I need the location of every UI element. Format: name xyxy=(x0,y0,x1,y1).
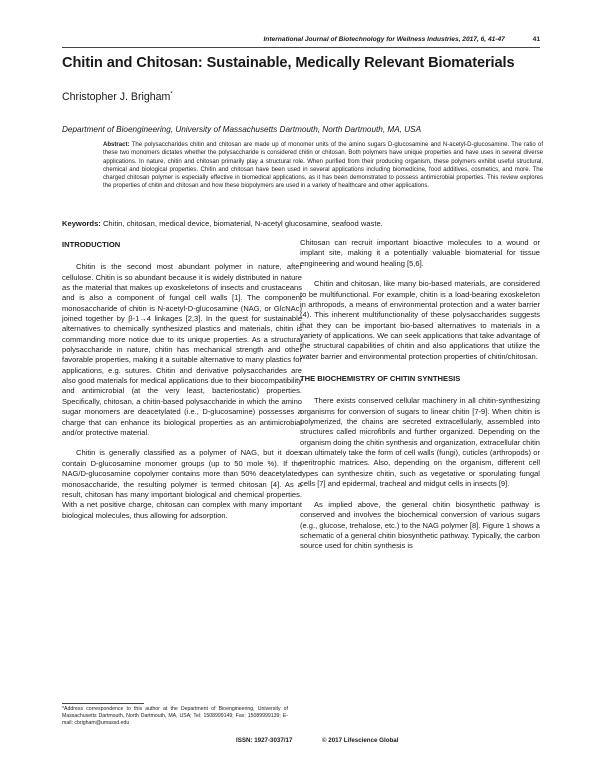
abstract xyxy=(103,141,543,191)
correspondence-footnote: *Address correspondence to this author at the Department of Bioengineering, University of Massachusetts Dartmouth, North Dartmouth, MA, USA; Tel: 1508999149; Fax: 15089999139; E-mail: cbrigham@umassd.edu xyxy=(62,706,288,726)
footnote-rule xyxy=(62,703,144,704)
intro-paragraph-3: Chitin and chitosan, like many bio-based materials, are considered to be multifunctional. For example, chitin is a load-bearing exoskeleton in arthropods, a means of environmental protection and a water barrier (4). This inherent multifunctionality of these polysaccharides suggests that they can be important bio-based alternatives to materials in a variety of applications. We can seek applications that take advantage of the structural capabilities of chitin and also applications that utilize the water barrier and environmental protection properties of chitin/chitosan. xyxy=(300,279,540,361)
left-column xyxy=(62,240,302,521)
keywords-label: Keywords: xyxy=(62,219,101,228)
intro-paragraph-2: Chitin is generally classified as a polymer of NAG, but it does contain D-glucosamine monomer groups (up to 50 mole %). If the NAG/D-glucosamine copolymer contains more than 50% deacetylated monosaccharide, the resulting polymer is termed chitosan [4]. As a result, chitosan has many important biological and chemical properties. With a net positive charge, chitosan can complex with many important biological molecules, thus allowing for adsorption. xyxy=(62,448,302,520)
section-heading-biochemistry: THE BIOCHEMISTRY OF CHITIN SYNTHESIS xyxy=(300,374,461,384)
issn: ISSN: 1927-3037/17 xyxy=(236,737,293,744)
intro-paragraph-continued: Chitosan can recruit important bioactive molecules to a wound or implant site, making it a potentially valuable biomaterial for tissue engineering and wound healing [5,6]. xyxy=(300,238,540,268)
author-line xyxy=(62,91,173,103)
correspondence-mark: * xyxy=(170,91,173,98)
header-rule xyxy=(62,47,540,48)
author-name: Christopher J. Brigham xyxy=(62,91,171,103)
intro-paragraph-1: Chitin is the second most abundant polymer in nature, after cellulose. Chitin is so abundant because it is widely distributed in nature as the material that makes up exoskeletons of insects and crustaceans and is also a component of fungal cell walls [1]. The component monosaccharide of chitin is N-acetyl-D-glucosamine (NAG, or GlcNAc) joined together by β-1→4 linkages [2,3]. In the quest for sustainable alternatives to chemically synthesized plastics and materials, chitin is commanding more notice due to its unique properties. As a structural polysaccharide in nature, chitin has mechanical strength and other favorable properties, making it a suitable alternative to many plastics for applications, e.g. sutures. Chitin and derivative polysaccharides are also good materials for medical applications due to their biocompatibility and antimicrobial (at the very least, bacteriostatic) properties. Specifically, chitosan, a chitin-based polysaccharide in which the amino sugar monomers are deacetylated (i.e., D-glucosamine) possesses a charge that can enhance its biological properties as an antimicrobial and/or protective material. xyxy=(62,262,302,437)
abstract-text: The polysaccharides chitin and chitosan are made up of monomer units of the amino sugars D-glucosamine and N-acetyl-D-glucosamine. The ratio of these two monomers dictates whether the polysaccharide is considered chitin or chitosan. Both polymers have unique properties and have uses in several diverse applications. In nature, chitin and chitosan primarily play a structural role. When purified from their producing organism, these polymers exhibit useful structural, chemical and biological properties. Chitin and chitosan have been used in several applications including biomedicine, food additives, cosmetics, and more. The charged chitosan polymer is especially effective in biomedical applications, as it has been demonstrated to possess antimicrobial properties. This review explores the properties of chitin and chitosan and how these biopolymers are used in a variety of healthcare and other applications. xyxy=(103,142,544,190)
abstract-label: Abstract: xyxy=(103,142,130,148)
journal-citation: International Journal of Biotechnology for Wellness Industries, 2017, 6, 41-47 xyxy=(263,36,505,43)
copyright: © 2017 Lifescience Global xyxy=(322,737,399,744)
keywords xyxy=(62,219,542,229)
biochem-paragraph-2: As implied above, the general chitin biosynthetic pathway is conserved and involves the biochemical conversion of various sugars (e.g., glucose, trehalose, etc.) to the NAG polymer [8]. Figure 1 shows a schematic of a general chitin biosynthetic pathway. Typically, the carbon source used for chitin synthesis is xyxy=(300,499,540,551)
right-column xyxy=(300,238,540,552)
section-heading-introduction: INTRODUCTION xyxy=(62,240,121,249)
keywords-text: Chitin, chitosan, medical device, biomaterial, N-acetyl glucosamine, seafood waste. xyxy=(102,219,383,228)
page-number: 41 xyxy=(532,36,540,43)
article-title: Chitin and Chitosan: Sustainable, Medically Relevant Biomaterials xyxy=(62,55,515,71)
affiliation: Department of Bioengineering, University of Massachusetts Dartmouth, North Dartmouth, MA, USA xyxy=(62,125,422,134)
biochem-paragraph-1: There exists conserved cellular machinery in all chitin-synthesizing organisms for conversion of sugars to linear chitin [7-9]. When chitin is polymerized, the chains are secreted extracellularly, assembled into structures called microfibrils and further organized. Depending on the organism doing the chitin synthesis and organization, extracellular chitin can ultimately take the form of cell walls (fungi), cuticles (arthropods) or peritrophic matrices. Also, depending on the organism, different cell types can synthesize chitin, such as vegetative or sporulating fungal cells [7] and epidermal, tracheal and midgut cells in insects [9]. xyxy=(300,396,540,489)
